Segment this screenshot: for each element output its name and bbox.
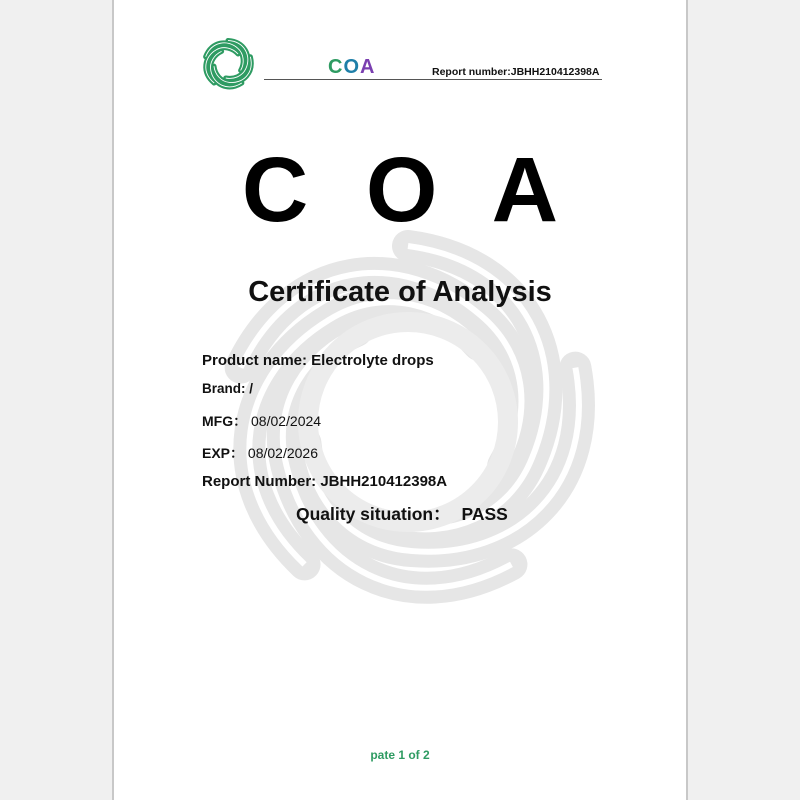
exp-field [202, 443, 318, 463]
quality-label: Quality situation： [296, 504, 451, 524]
quality-value: PASS [461, 504, 508, 524]
document-page [112, 0, 688, 800]
header-coa-letter-c: C [328, 56, 344, 78]
exp-label: EXP： [202, 445, 245, 461]
header-divider [264, 79, 602, 80]
mfg-field [202, 411, 321, 431]
header-report-number: Report number:JBHH210412398A [432, 66, 600, 78]
header-coa-letter-a: A [360, 56, 376, 78]
exp-value: 08/02/2026 [247, 445, 318, 461]
report-number-field: Report Number: JBHH210412398A [202, 473, 448, 490]
mfg-value: 08/02/2024 [251, 413, 322, 429]
mfg-label: MFG： [202, 413, 248, 429]
header-coa-mark [328, 56, 375, 79]
header-coa-letter-o: O [343, 56, 361, 78]
swirl-logo-icon [200, 36, 256, 92]
brand-field: Brand: / [202, 381, 254, 396]
page-title: C O A [241, 139, 575, 241]
product-name-field: Product name: Electrolyte drops [202, 352, 434, 369]
quality-field [296, 501, 508, 526]
page-subtitle: Certificate of Analysis [248, 276, 552, 308]
page-number: pate 1 of 2 [370, 748, 430, 762]
